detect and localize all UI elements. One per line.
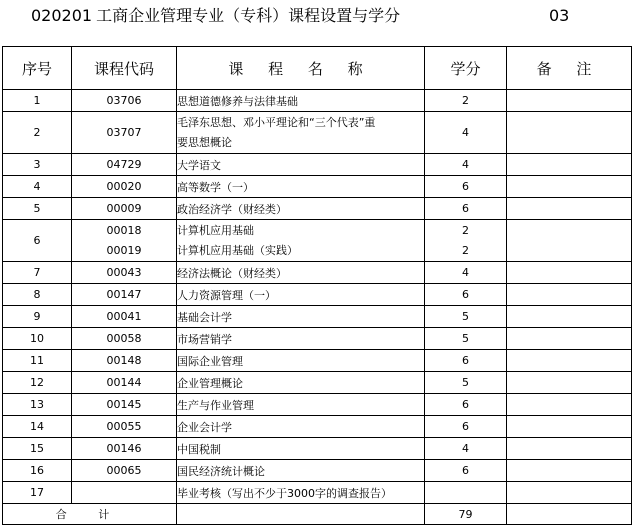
table-row [3,176,632,198]
name-line-2: 计算机应用基础（实践） [177,243,298,257]
name-cell: 生产与作业管理 [177,394,425,416]
seq-cell: 9 [3,306,72,328]
note-cell [507,372,632,394]
total-label: 合 计 [3,504,177,525]
note-cell [507,460,632,482]
credit-cell: 4 [425,262,507,284]
credit-cell: 6 [425,176,507,198]
credit-cell: 5 [425,328,507,350]
table-row [3,372,632,394]
name-cell: 企业管理概论 [177,372,425,394]
seq-cell: 13 [3,394,72,416]
code-cell: 00055 [72,416,177,438]
page-number: 03 [549,6,570,25]
note-cell [507,438,632,460]
major-code: 020201 [31,6,93,25]
credit-cell: 5 [425,372,507,394]
seq-cell: 10 [3,328,72,350]
table-row [3,154,632,176]
credit-cell: 6 [425,198,507,220]
table-row [3,416,632,438]
note-cell [507,112,632,154]
col-header-code: 课程代码 [72,47,177,90]
name-cell: 市场营销学 [177,328,425,350]
note-cell [507,350,632,372]
credit-cell [425,220,507,262]
credit-cell: 2 [425,90,507,112]
seq-cell: 14 [3,416,72,438]
name-cell: 国民经济统计概论 [177,460,425,482]
credit-cell [425,482,507,504]
seq-cell: 4 [3,176,72,198]
name-cell: 大学语文 [177,154,425,176]
credit-cell: 4 [425,154,507,176]
name-cell [177,220,425,262]
code-cell: 00041 [72,306,177,328]
credit-cell: 6 [425,460,507,482]
name-line-1: 计算机应用基础 [177,223,254,237]
note-cell [507,482,632,504]
credit-cell: 6 [425,350,507,372]
code-cell: 00058 [72,328,177,350]
credit-cell: 6 [425,394,507,416]
page-title [31,4,400,28]
name-cell: 人力资源管理（一） [177,284,425,306]
table-row [3,90,632,112]
code-cell [72,482,177,504]
seq-cell: 12 [3,372,72,394]
seq-cell: 16 [3,460,72,482]
name-cell: 企业会计学 [177,416,425,438]
table-row [3,460,632,482]
name-cell: 政治经济学（财经类） [177,198,425,220]
table-row [3,328,632,350]
seq-cell: 5 [3,198,72,220]
credit-cell: 4 [425,112,507,154]
seq-cell: 8 [3,284,72,306]
col-header-credit: 学分 [425,47,507,90]
name-cell: 基础会计学 [177,306,425,328]
table-row [3,438,632,460]
note-cell [507,306,632,328]
table-row [3,284,632,306]
code-cell: 00145 [72,394,177,416]
name-cell: 毕业考核（写出不少于3000字的调查报告） [177,482,425,504]
seq-cell: 15 [3,438,72,460]
credit-cell: 5 [425,306,507,328]
seq-cell: 7 [3,262,72,284]
name-cell: 高等数学（一） [177,176,425,198]
code-line-1: 00018 [106,223,142,237]
name-cell: 经济法概论（财经类） [177,262,425,284]
name-line-1: 毛泽东思想、邓小平理论和“三个代表”重 [177,115,376,129]
note-cell [507,154,632,176]
name-cell: 思想道德修养与法律基础 [177,90,425,112]
code-cell: 00146 [72,438,177,460]
note-cell [507,416,632,438]
note-cell [507,220,632,262]
seq-cell: 2 [3,112,72,154]
total-credit: 79 [425,504,507,525]
table-row [3,306,632,328]
table-row [3,350,632,372]
code-cell: 00043 [72,262,177,284]
note-cell [507,176,632,198]
credit-cell: 6 [425,284,507,306]
col-header-seq: 序号 [3,47,72,90]
table-row [3,262,632,284]
note-cell [507,262,632,284]
code-cell: 00020 [72,176,177,198]
table-row [3,482,632,504]
code-cell: 00144 [72,372,177,394]
seq-cell: 11 [3,350,72,372]
credit-line-1: 2 [462,223,469,237]
code-cell: 03706 [72,90,177,112]
col-header-note: 备 注 [507,47,632,90]
code-cell: 00148 [72,350,177,372]
credit-cell: 6 [425,416,507,438]
col-header-name: 课 程 名 称 [177,47,425,90]
seq-cell: 1 [3,90,72,112]
code-cell: 00009 [72,198,177,220]
table-row [3,394,632,416]
total-note-cell [507,504,632,525]
name-cell: 中国税制 [177,438,425,460]
course-table [2,46,632,525]
seq-cell: 6 [3,220,72,262]
note-cell [507,198,632,220]
code-line-2: 00019 [106,243,142,257]
code-cell: 03707 [72,112,177,154]
code-cell: 00065 [72,460,177,482]
name-line-2: 要思想概论 [177,135,232,149]
code-cell: 00147 [72,284,177,306]
total-row [3,504,632,525]
code-cell [72,220,177,262]
table-header-row [3,47,632,90]
seq-cell: 17 [3,482,72,504]
table-row [3,220,632,262]
note-cell [507,328,632,350]
credit-cell: 4 [425,438,507,460]
credit-line-2: 2 [462,243,469,257]
table-row [3,198,632,220]
name-cell [177,112,425,154]
major-title: 工商企业管理专业（专科）课程设置与学分 [96,6,401,25]
note-cell [507,284,632,306]
note-cell [507,90,632,112]
note-cell [507,394,632,416]
table-row [3,112,632,154]
seq-cell: 3 [3,154,72,176]
code-cell: 04729 [72,154,177,176]
total-name-cell [177,504,425,525]
name-cell: 国际企业管理 [177,350,425,372]
